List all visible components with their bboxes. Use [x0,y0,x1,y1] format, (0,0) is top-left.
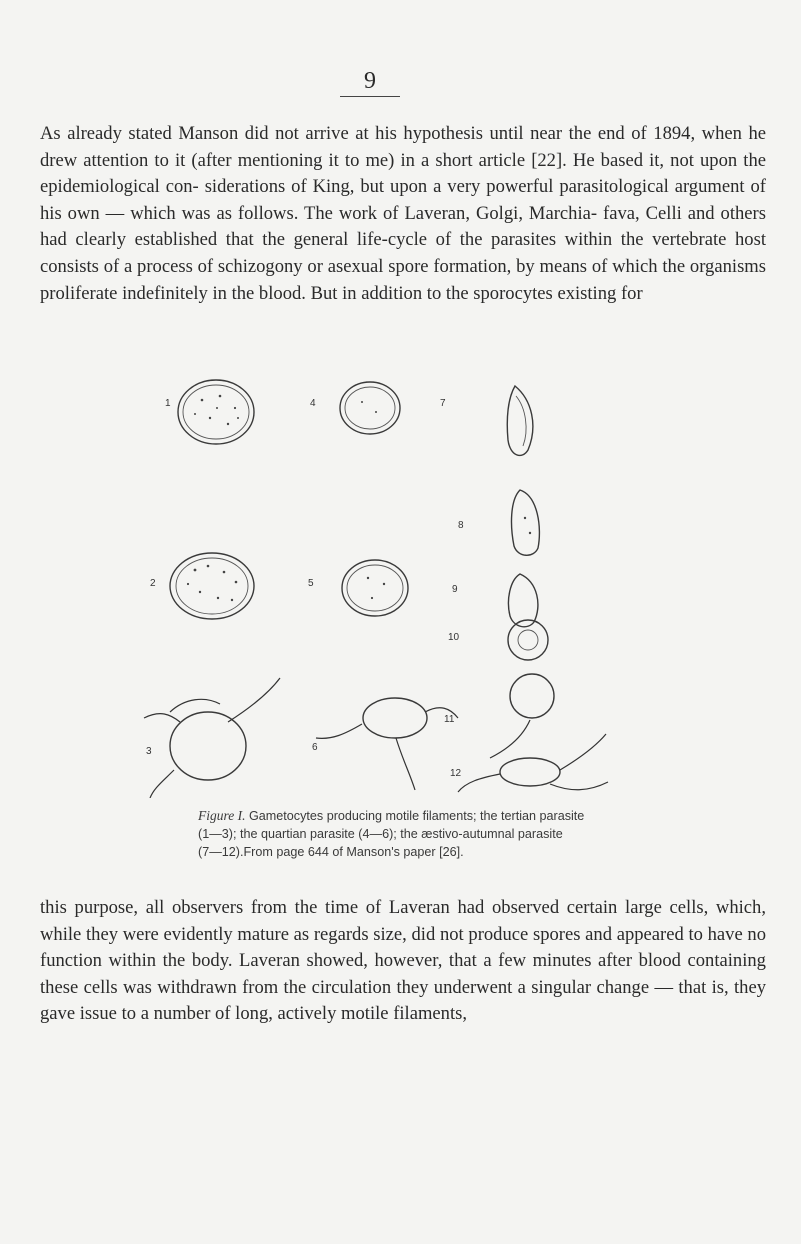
body-paragraph-top [40,121,766,307]
cell-6 [363,698,427,738]
text-line: large cells, which, while they were evidently mature as regards size, did [40,897,766,945]
figure-label-7: 7 [440,398,446,409]
text-line: not produce spores and appeared to have no function within the body. [40,923,766,972]
cell-1-pigment [194,395,239,426]
figure-label-12: 12 [450,768,462,779]
figure-label-4: 4 [310,398,316,409]
figure-label-11: 11 [444,714,455,725]
text-line: in a short article [22]. He based it, not upon the epidemiological con- [40,149,767,198]
caption-lead: Figure I. [198,808,246,823]
cell-7 [507,386,533,455]
figure-drawing [140,378,640,798]
cell-5 [342,560,408,616]
text-line: the end of 1894, when he drew attention to it (after mentioning it to me) [40,123,767,171]
figure-label-10: 10 [448,632,460,643]
figure-label-5: 5 [308,578,314,589]
text-line: fava, Celli and others had clearly established that the general life-cycle of [40,202,766,251]
text-line: his own — which was as follows. The work of Laveran, Golgi, Marchia- [40,202,598,224]
figure-label-1: 1 [165,398,171,409]
cell-12 [500,758,560,786]
text-line: — that is, they gave issue to a number of long, actively motile filaments, [40,976,766,1025]
cell-2-pigment [187,565,237,602]
text-line: indefinitely in the blood. But in addition to the sporocytes existing for [122,282,643,304]
cell-4 [340,382,400,434]
text-line: this purpose, all observers from the time of Laveran had observed certain [40,897,618,918]
figure-label-9: 9 [452,584,458,595]
cell-1 [178,380,254,444]
page-number: 9 [340,66,400,97]
caption-line-3: (7—12).From page 644 of Manson's paper [26]. [198,845,464,859]
cell-8 [512,490,540,555]
caption-line-2: (1—3); the quartian parasite (4—6); the æstivo-autumnal parasite [198,827,563,841]
body-paragraph-bottom [40,895,766,1028]
text-line: As already stated Manson did not arrive at his hypothesis until near [40,123,563,144]
text-line: or asexual spore formation, by means of which the organisms proliferate [40,255,767,304]
cell-11 [510,674,554,718]
figure-caption [198,807,618,861]
figure-label-8: 8 [458,520,464,531]
text-line: the parasites within the vertebrate host consists of a process of schizogony [40,229,766,277]
figure-label-3: 3 [146,746,152,757]
text-line: Laveran showed, however, that a few minutes after blood containing these [40,950,766,998]
figure-label-2: 2 [150,578,156,589]
cell-2 [170,553,254,619]
caption-line-1: Gametocytes producing motile filaments; the tertian parasite [249,809,585,823]
cell-3 [170,712,246,780]
cell-9 [508,574,537,627]
text-line: cells was withdrawn from the circulation they underwent a singular change [83,976,650,998]
figure-gametocytes [140,378,640,798]
figure-label-6: 6 [312,742,318,753]
text-line: siderations of King, but upon a very powerful parasitological argument of [204,176,766,198]
